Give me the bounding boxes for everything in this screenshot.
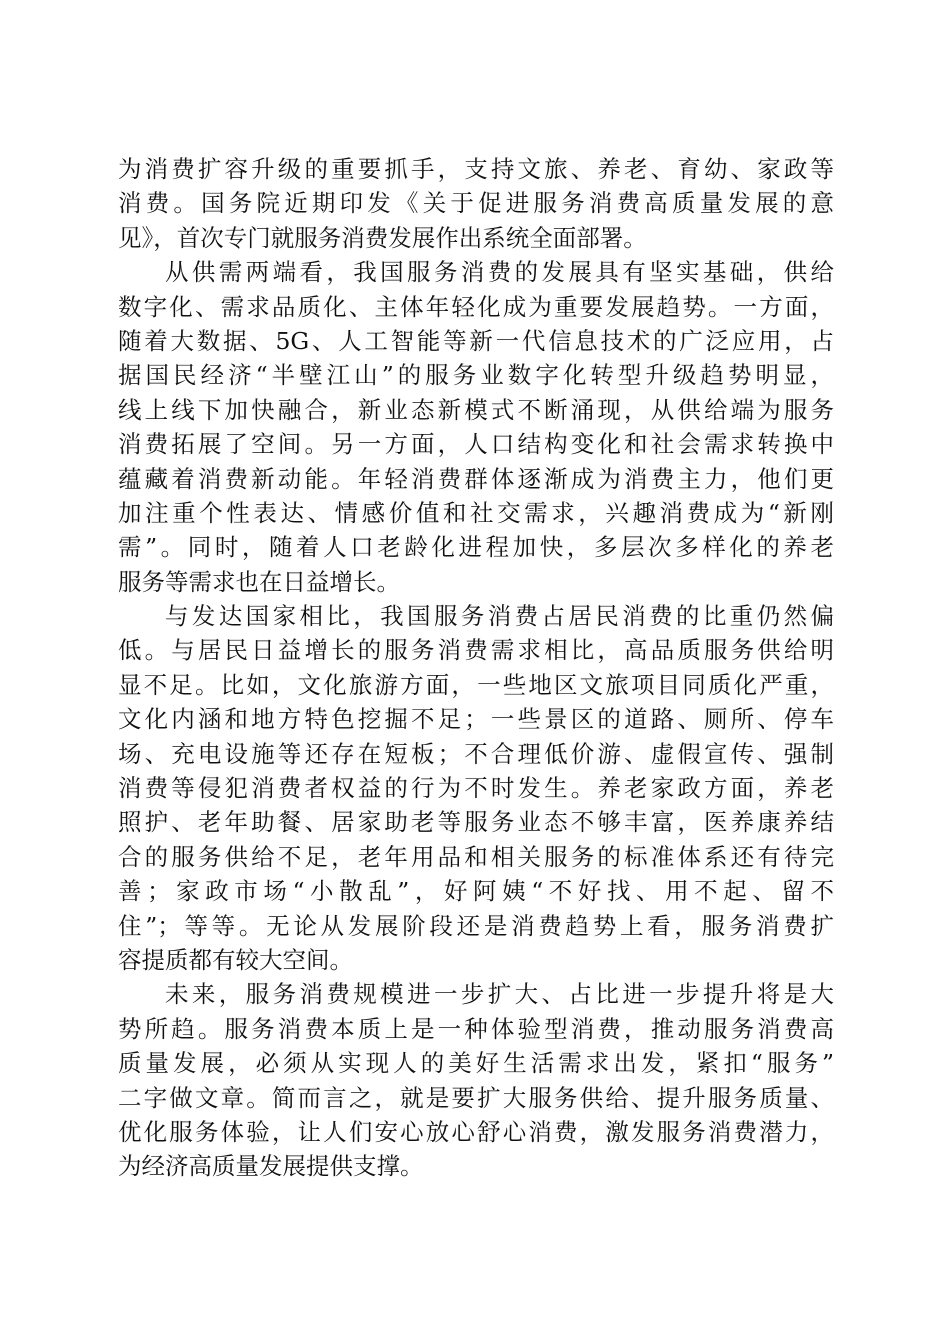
- text-line: 质量发展，必须从实现人的美好生活需求出发，紧扣“服务”: [118, 1049, 834, 1078]
- text-line: 见》，首次专门就服务消费发展作出系统全面部署。: [118, 223, 647, 252]
- text-line: 显不足。比如，文化旅游方面，一些地区文旅项目同质化严重，: [118, 670, 834, 699]
- text-line: 蕴藏着消费新动能。年轻消费群体逐渐成为消费主力，他们更: [118, 464, 834, 493]
- text-line: 为消费扩容升级的重要抓手，支持文旅、养老、育幼、家政等: [118, 155, 834, 183]
- text-line: 据国民经济“半壁江山”的服务业数字化转型升级趋势明显，: [118, 361, 834, 390]
- text-line: 容提质都有较大空间。: [118, 945, 353, 974]
- text-line: 为经济高质量发展提供支撑。: [118, 1152, 424, 1181]
- text-line: 善；家政市场“小散乱”，好阿姨“不好找、用不起、留不: [118, 877, 834, 906]
- text-line: 消费拓展了空间。另一方面，人口结构变化和社会需求转换中: [118, 430, 834, 459]
- paragraph-3: [118, 599, 834, 977]
- text-line: 场、充电设施等还存在短板；不合理低价游、虚假宣传、强制: [118, 739, 834, 768]
- paragraph-2: [118, 255, 834, 599]
- text-line: 与发达国家相比，我国服务消费占居民消费的比重仍然偏: [165, 602, 834, 631]
- text-line: 二字做文章。简而言之，就是要扩大服务供给、提升服务质量、: [118, 1083, 834, 1112]
- paragraph-4: [118, 977, 834, 1183]
- text-line: 随着大数据、5G、人工智能等新一代信息技术的广泛应用，占: [118, 326, 834, 355]
- text-line: 势所趋。服务消费本质上是一种体验型消费，推动服务消费高: [118, 1014, 834, 1043]
- text-line: 未来，服务消费规模进一步扩大、占比进一步提升将是大: [165, 980, 834, 1009]
- text-line: 从供需两端看，我国服务消费的发展具有坚实基础，供给: [165, 258, 834, 287]
- text-line: 文化内涵和地方特色挖掘不足；一些景区的道路、厕所、停车: [118, 705, 834, 734]
- text-line: 低。与居民日益增长的服务消费需求相比，高品质服务供给明: [118, 636, 834, 665]
- text-line: 线上线下加快融合，新业态新模式不断涌现，从供给端为服务: [118, 395, 834, 424]
- text-line: 加注重个性表达、情感价值和社交需求，兴趣消费成为“新刚: [118, 498, 834, 527]
- paragraph-1: [118, 152, 834, 255]
- text-line: 消费。国务院近期印发《关于促进服务消费高质量发展的意: [118, 189, 834, 218]
- text-line: 优化服务体验，让人们安心放心舒心消费，激发服务消费潜力，: [118, 1117, 834, 1146]
- text-line: 消费等侵犯消费者权益的行为不时发生。养老家政方面，养老: [118, 774, 834, 803]
- text-line: 需”。同时，随着人口老龄化进程加快，多层次多样化的养老: [118, 533, 834, 562]
- text-line: 服务等需求也在日益增长。: [118, 567, 400, 596]
- text-line: 照护、老年助餐、居家助老等服务业态不够丰富，医养康养结: [118, 808, 834, 837]
- text-line: 合的服务供给不足，老年用品和相关服务的标准体系还有待完: [118, 842, 834, 871]
- text-line: 数字化、需求品质化、主体年轻化成为重要发展趋势。一方面，: [118, 292, 834, 321]
- document-body-text: [118, 152, 834, 1184]
- text-line: 住”；等等。无论从发展阶段还是消费趋势上看，服务消费扩: [118, 911, 834, 940]
